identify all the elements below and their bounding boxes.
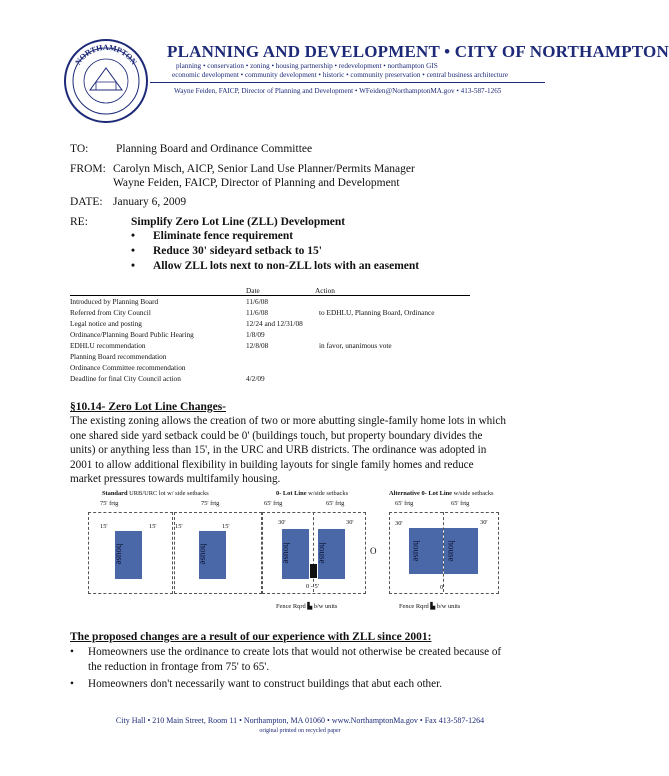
- diagram-standard-lot: [88, 490, 268, 600]
- frontage-label: 65' frtg: [264, 500, 283, 507]
- schedule-header-rule: [70, 295, 470, 296]
- diagram-title: Alternative 0- Lot Line w/side setbacks: [389, 490, 494, 497]
- re-bullet-item: • Eliminate fence requirement: [131, 230, 294, 242]
- setback-label: 30': [346, 519, 354, 526]
- letterhead-director-line: Wayne Feiden, FAICP, Director of Planning and Development • WFeiden@NorthamptonMA.gov • 413-587-1265: [174, 87, 502, 95]
- section-heading: §10.14- Zero Lot Line Changes-: [70, 401, 226, 413]
- setback-label: 15': [175, 523, 183, 530]
- house-footprint: house: [115, 531, 142, 579]
- house-footprint: house: [282, 529, 309, 579]
- letterhead-services-line2: economic development • community development • historic • community preservation • central business architecture: [172, 71, 509, 79]
- seal-text: NORTHAMPTON: [73, 42, 139, 67]
- house-footprint: house: [409, 528, 443, 574]
- memo-from-label: FROM:: [70, 163, 106, 175]
- memo-to-label: TO:: [70, 143, 89, 155]
- house-footprint: house: [199, 531, 226, 579]
- section-paragraph: [70, 414, 550, 487]
- schedule-header-date: Date: [246, 286, 260, 295]
- letterhead-title: PLANNING AND DEVELOPMENT • CITY OF NORTHAMPTON: [167, 42, 669, 61]
- bullet-icon: •: [131, 260, 136, 272]
- fence-icon: ▙: [307, 603, 313, 610]
- setback-label: 15': [100, 523, 108, 530]
- bullet-icon: •: [70, 678, 74, 690]
- diagram-title: 0- Lot Line w/side setbacks: [276, 490, 349, 497]
- paragraph-line: one shared side yard setback could be 0' (buildings touch, but property boundary divides the: [70, 429, 483, 442]
- paragraph-line: units) or anything less than 15', in the URC and URB districts. The ordinance was adopted in: [70, 444, 487, 457]
- memo-date-value: January 6, 2009: [113, 196, 187, 208]
- fence-required-label: Fence Rqrd ▙ b/w units: [276, 603, 338, 610]
- changes-bullet-1-line-2: the reduction in frontage from 75' to 65'.: [88, 660, 270, 673]
- setback-label: 30': [395, 520, 403, 527]
- changes-bullet-1-line-1: Homeowners use the ordinance to create lots that would not otherwise be created because of: [88, 646, 502, 658]
- frontage-label: 75' frtg: [100, 500, 119, 507]
- center-setback-label: 0': [440, 584, 445, 591]
- frontage-label: 65' frtg: [326, 500, 345, 507]
- letterhead-services-line1: planning • conservation • zoning • housing partnership • redevelopment • northampton GIS: [176, 62, 438, 70]
- house-footprint: house: [444, 528, 478, 574]
- footer-recycled-note: original printed on recycled paper: [259, 728, 341, 734]
- footer-address: City Hall • 210 Main Street, Room 11 • Northampton, MA 01060 • www.NorthamptonMa.gov • Fax 413-587-1264: [115, 716, 485, 725]
- changes-bullet-2: Homeowners don't necessarily want to construct buildings that abut each other.: [88, 678, 443, 690]
- paragraph-line: The existing zoning allows the creation of two or more abutting single-family home lots in which: [70, 415, 506, 427]
- fence-marker: [310, 564, 317, 578]
- diagram-title: Standard URB/URC lot w/ side setbacks: [102, 490, 209, 497]
- shared-lot-line: [313, 512, 314, 592]
- schedule-table: Date Action Introduced by Planning Board 11/6/08 Referred from City Council 11/6/08 to EDHLU, Planning Board, Ordinance Legal notice and posting 12/24 and 12/31/08 Ordinance/Planning Board Public Hearing 1/8/09 EDHLU recommendation 12/8/08 in favor, unanimous vote Planning Board recommendation Ordinance Committee recommendation Deadline for final City Council action 4/2/09: [70, 286, 490, 386]
- fence-required-label: Fence Rqrd ▙ b/w units: [399, 603, 461, 610]
- memo-from-value-2: Wayne Feiden, FAICP, Director of Planning and Development: [113, 177, 400, 189]
- city-seal-logo: [63, 38, 149, 124]
- paragraph-line: 2001 to allow additional flexibility in building layouts for single family homes and reduce: [70, 458, 474, 471]
- memo-re-label: RE:: [70, 216, 88, 228]
- setback-label: 15': [222, 523, 230, 530]
- bullet-icon: •: [131, 245, 136, 257]
- re-bullet-item: • Allow ZLL lots next to non-ZLL lots with an easement: [131, 260, 420, 272]
- fence-icon: ▙: [430, 603, 436, 610]
- letterhead-divider: [150, 82, 545, 83]
- setback-label: 15': [149, 523, 157, 530]
- diagram-alternative-zero-lot-line: [385, 490, 515, 620]
- setback-label: 30': [278, 519, 286, 526]
- frontage-label: 65' frtg: [451, 500, 470, 507]
- memo-date-label: DATE:: [70, 196, 103, 208]
- memo-re-value: Simplify Zero Lot Line (ZLL) Development: [131, 216, 346, 228]
- or-separator: O: [370, 546, 377, 556]
- memo-to-value: Planning Board and Ordinance Committee: [116, 143, 313, 155]
- bullet-icon: •: [70, 646, 74, 658]
- schedule-header-action: Action: [315, 286, 335, 295]
- frontage-label: 75' frtg: [201, 500, 220, 507]
- setback-label: 30': [480, 519, 488, 526]
- memo-from-value-1: Carolyn Misch, AICP, Senior Land Use Planner/Permits Manager: [113, 163, 415, 175]
- center-setback-label: 0 - 5': [306, 583, 319, 590]
- re-bullet-item: • Reduce 30' sideyard setback to 15': [131, 245, 322, 257]
- frontage-label: 65' frtg: [395, 500, 414, 507]
- house-footprint: house: [318, 529, 345, 579]
- changes-heading: The proposed changes are a result of our experience with ZLL since 2001:: [70, 631, 432, 643]
- paragraph-line: market pressures towards multifamily housing.: [70, 473, 281, 486]
- bullet-icon: •: [131, 230, 136, 242]
